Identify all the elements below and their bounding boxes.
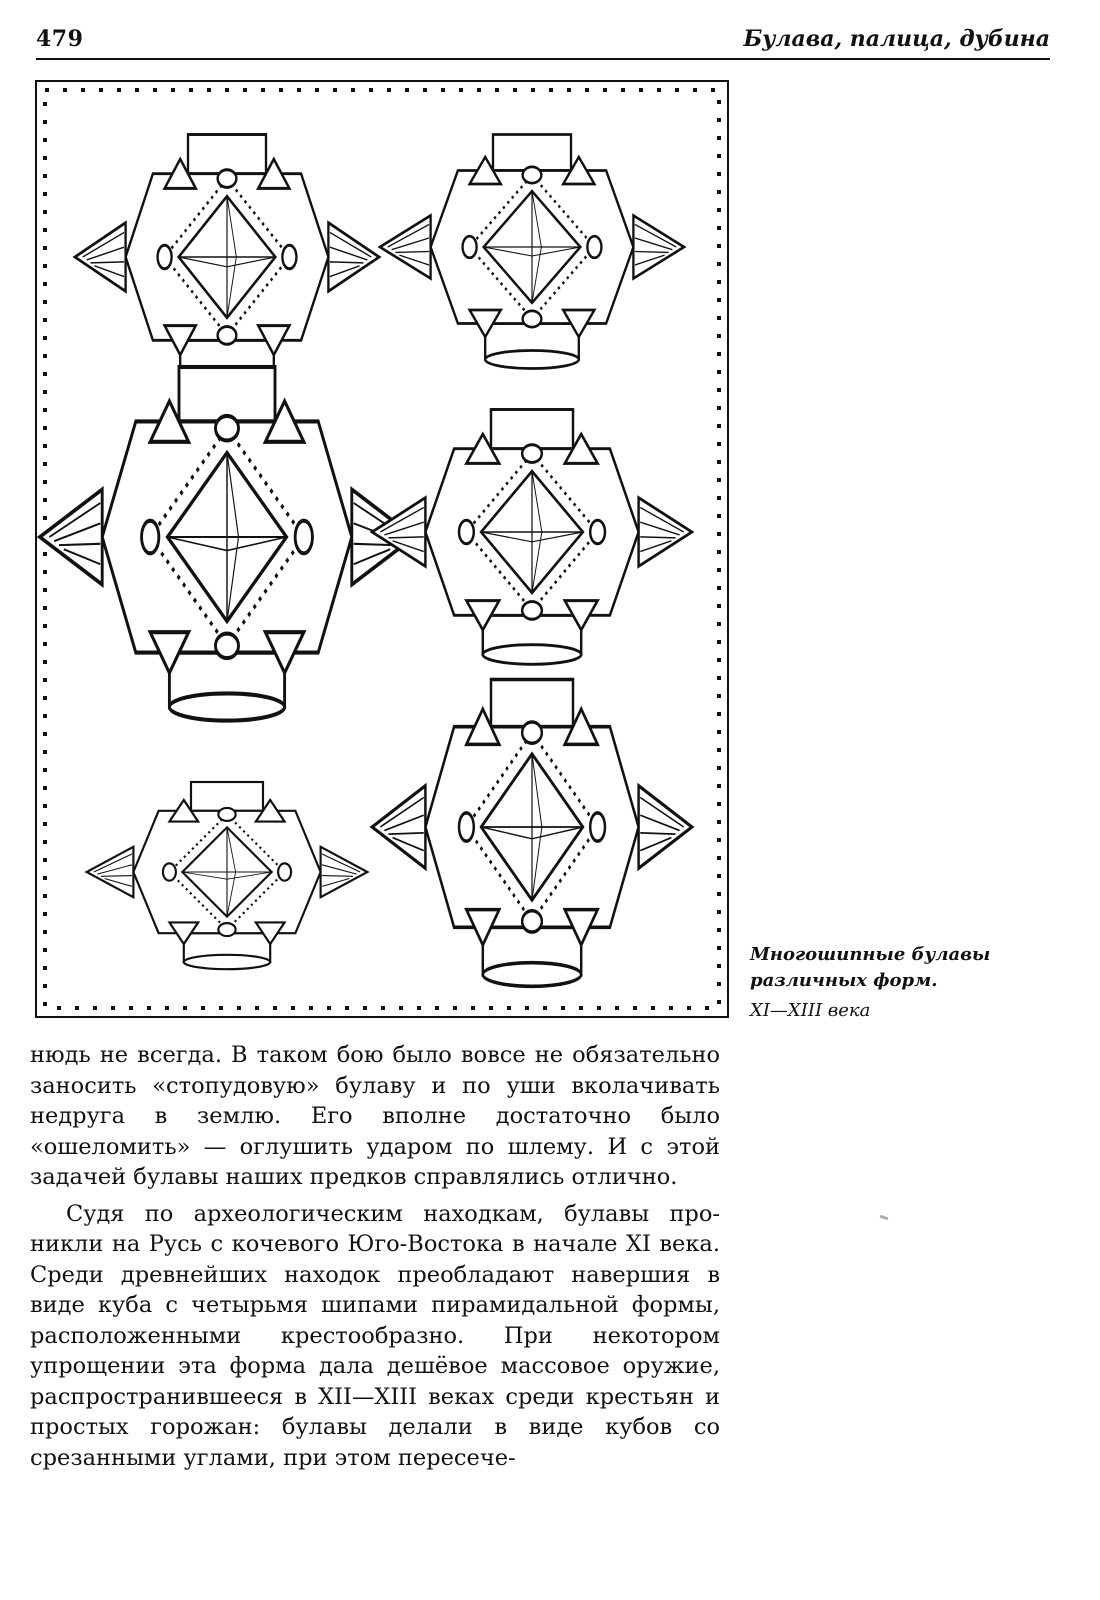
paragraph: Судя по археологическим находкам, булавы проникли на Русь с кочевого Юго-Востока в начале XI века. Среди древнейших находок преобладают навершия в виде куба с четырьмя шипами пирамидальной формы, расположенными крестообразно. При некотором упрощении эта форма дала дешёвое массовое оружие, распространившееся в XII—XIII веках среди крестьян и простых горожан: булавы делали в виде кубов со срезанными углами, при этом пересече- — [30, 1200, 720, 1471]
scan-speck — [880, 1215, 889, 1221]
mace-illustrations — [37, 82, 727, 1016]
mace-middle-right — [372, 410, 692, 665]
mace-top-left — [75, 135, 379, 390]
mace-illustration-figure — [35, 80, 729, 1018]
figure-caption — [750, 942, 1050, 1024]
mace-bottom-right — [372, 680, 692, 987]
section-title: Булава, палица, дубина — [743, 26, 1050, 52]
caption-date: XI—XIII века — [750, 1000, 871, 1021]
body-text — [30, 1040, 720, 1473]
mace-top-right — [380, 135, 684, 369]
mace-bottom-left — [87, 782, 368, 969]
running-header — [36, 22, 1050, 60]
mace-middle-left — [40, 367, 414, 721]
paragraph: нюдь не всегда. В таком бою было вовсе не обязательно заносить «стопудовую» булаву и по уши вколачивать недруга в землю. Его вполне достаточно было «ошеломить» — оглушить ударом по шлему. И с этой задачей булавы наших предков справлялись отлично. — [30, 1042, 720, 1190]
caption-title: Многошипные булавы различных форм. — [750, 944, 991, 991]
page-number: 479 — [36, 26, 84, 52]
